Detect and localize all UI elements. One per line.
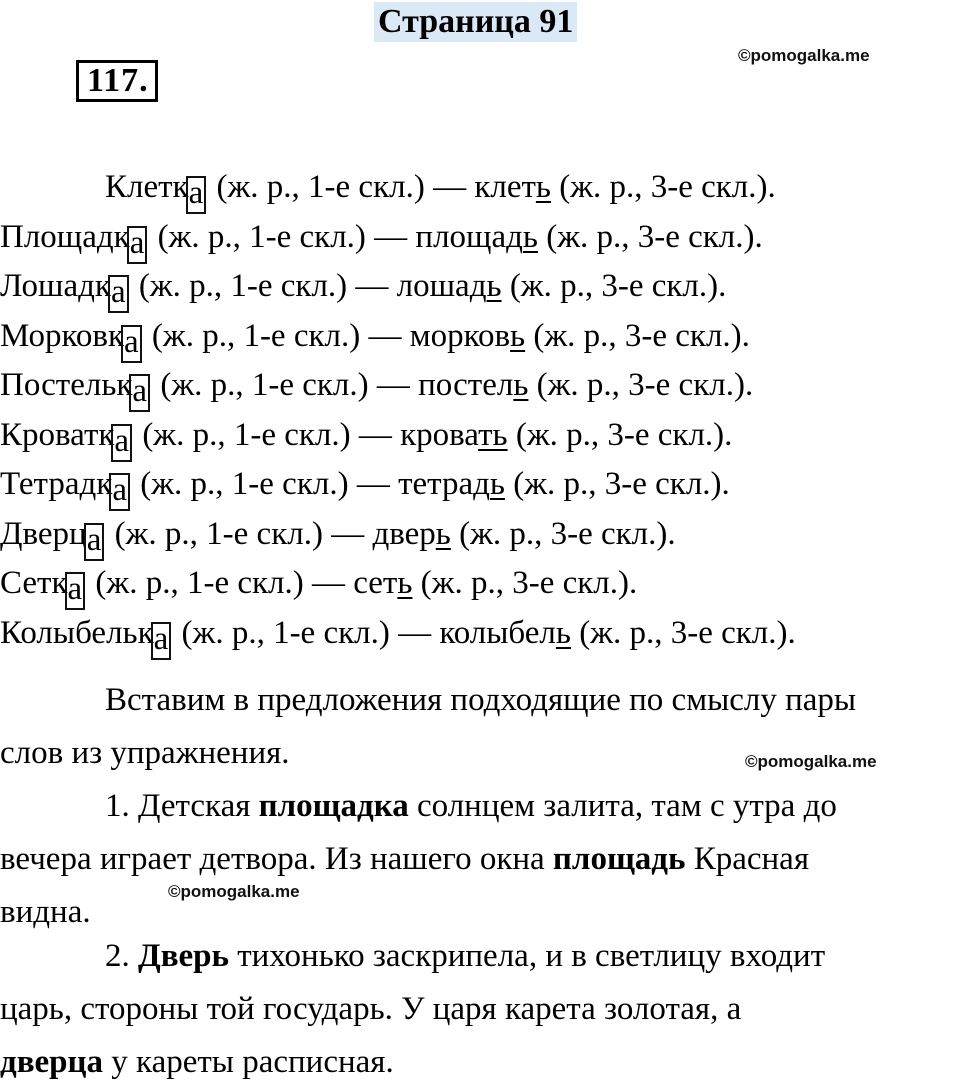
word-pair-line bbox=[0, 361, 960, 411]
sentence-line: дверца у кареты расписная. bbox=[0, 1044, 394, 1080]
word-stem: Колыбельк bbox=[0, 614, 154, 651]
pair-stem: постел bbox=[418, 367, 514, 403]
grammar-info: (ж. р., 3-е скл.). bbox=[550, 169, 776, 205]
ending-box: а bbox=[84, 523, 105, 561]
pair-ending: ь bbox=[486, 268, 502, 304]
pair-stem: сет bbox=[353, 565, 398, 601]
pair-stem: морков bbox=[409, 317, 511, 354]
word-stem: Сетк bbox=[0, 565, 68, 601]
pair-ending: ь bbox=[513, 367, 529, 403]
pair-stem: колыбел bbox=[439, 614, 556, 651]
ending-box: а bbox=[109, 473, 130, 511]
word-pair-line bbox=[0, 609, 960, 659]
word-pair-line bbox=[0, 262, 960, 312]
grammar-info: (ж. р., 3-е скл.). bbox=[528, 367, 754, 403]
word-pair-line bbox=[0, 163, 960, 213]
grammar-info: (ж. р., 1-е скл.) — bbox=[132, 466, 399, 502]
highlighted-word: площадь bbox=[552, 841, 686, 877]
intro-line: Вставим в предложения подходящие по смыслу пары bbox=[105, 682, 857, 718]
word-pair-line bbox=[0, 559, 960, 609]
ending-box: а bbox=[108, 275, 129, 313]
pair-stem: клет bbox=[474, 169, 536, 205]
pair-ending: ть bbox=[478, 416, 508, 453]
pair-ending: ь bbox=[489, 466, 505, 502]
pair-ending: ь bbox=[555, 614, 571, 651]
grammar-info: (ж. р., 1-е скл.) — bbox=[130, 268, 397, 304]
word-stem: Клетк bbox=[105, 169, 189, 205]
word-stem: Дверц bbox=[0, 515, 87, 552]
grammar-info: (ж. р., 1-е скл.) — bbox=[134, 416, 401, 453]
word-pair-line bbox=[0, 411, 960, 461]
grammar-info: (ж. р., 1-е скл.) — bbox=[149, 218, 416, 255]
word-pairs-list bbox=[0, 163, 960, 658]
word-stem: Постельк bbox=[0, 367, 133, 403]
ending-box: а bbox=[121, 325, 142, 363]
highlighted-word: площадка bbox=[258, 788, 409, 824]
pair-ending: ь bbox=[522, 218, 538, 255]
watermark: ©pomogalka.me bbox=[745, 752, 877, 771]
pair-ending: ь bbox=[510, 317, 526, 354]
pair-stem: тетрад bbox=[398, 466, 490, 502]
watermark: ©pomogalka.me bbox=[168, 882, 300, 901]
word-pair-line bbox=[0, 510, 960, 560]
ending-box: а bbox=[127, 226, 148, 264]
grammar-info: (ж. р., 1-е скл.) — bbox=[143, 317, 410, 354]
sentence-2 bbox=[0, 930, 960, 1089]
ending-box: а bbox=[186, 176, 207, 214]
grammar-info: (ж. р., 3-е скл.). bbox=[525, 317, 750, 354]
pair-ending: ь bbox=[435, 515, 451, 552]
grammar-info: (ж. р., 1-е скл.) — bbox=[106, 515, 373, 552]
word-stem: Тетрадк bbox=[0, 466, 113, 502]
word-stem: Морковк bbox=[0, 317, 124, 354]
grammar-info: (ж. р., 3-е скл.). bbox=[412, 565, 638, 601]
word-stem: Площадк bbox=[0, 218, 130, 255]
grammar-info: (ж. р., 3-е скл.). bbox=[537, 218, 763, 255]
word-pair-line bbox=[0, 460, 960, 510]
pair-stem: двер bbox=[372, 515, 436, 552]
grammar-info: (ж. р., 1-е скл.) — bbox=[152, 367, 419, 403]
sentence-line: 2. Дверь тихонько заскрипела, и в светлицу входит bbox=[105, 938, 826, 974]
watermark: ©pomogalka.me bbox=[738, 46, 870, 65]
word-pair-line bbox=[0, 213, 960, 263]
pair-ending: ь bbox=[535, 169, 551, 205]
grammar-info: (ж. р., 1-е скл.) — bbox=[173, 614, 440, 651]
grammar-info: (ж. р., 3-е скл.). bbox=[570, 614, 796, 651]
grammar-info: (ж. р., 1-е скл.) — bbox=[87, 565, 354, 601]
pair-stem: площад bbox=[415, 218, 523, 255]
grammar-info: (ж. р., 3-е скл.). bbox=[450, 515, 676, 552]
sentence-line: 1. Детская площадка солнцем залита, там с утра до bbox=[105, 788, 837, 824]
grammar-info: (ж. р., 3-е скл.). bbox=[501, 268, 727, 304]
word-stem: Кроватк bbox=[0, 416, 115, 453]
sentence-line: царь, стороны той государь. У царя карета золотая, а bbox=[0, 991, 742, 1027]
sentence-line: видна. bbox=[0, 894, 91, 930]
page-title: Страница 91 bbox=[374, 2, 577, 42]
pair-stem: лошад bbox=[396, 268, 487, 304]
pair-stem: крова bbox=[400, 416, 479, 453]
highlighted-word: Дверь bbox=[138, 938, 229, 974]
word-stem: Лошадк bbox=[0, 268, 111, 304]
ending-box: а bbox=[129, 374, 150, 412]
ending-box: а bbox=[65, 572, 86, 610]
word-pair-line bbox=[0, 312, 960, 362]
intro-line: слов из упражнения. bbox=[0, 735, 290, 771]
sentence-line: вечера играет детвора. Из нашего окна площадь Красная bbox=[0, 841, 810, 877]
highlighted-word: дверца bbox=[0, 1044, 104, 1080]
ending-box: а bbox=[111, 424, 132, 462]
grammar-info: (ж. р., 3-е скл.). bbox=[507, 416, 733, 453]
grammar-info: (ж. р., 1-е скл.) — bbox=[208, 169, 475, 205]
ending-box: а bbox=[151, 622, 172, 660]
sentence-1 bbox=[0, 780, 960, 939]
exercise-number: 117. bbox=[76, 60, 158, 102]
grammar-info: (ж. р., 3-е скл.). bbox=[504, 466, 730, 502]
pair-ending: ь bbox=[397, 565, 413, 601]
